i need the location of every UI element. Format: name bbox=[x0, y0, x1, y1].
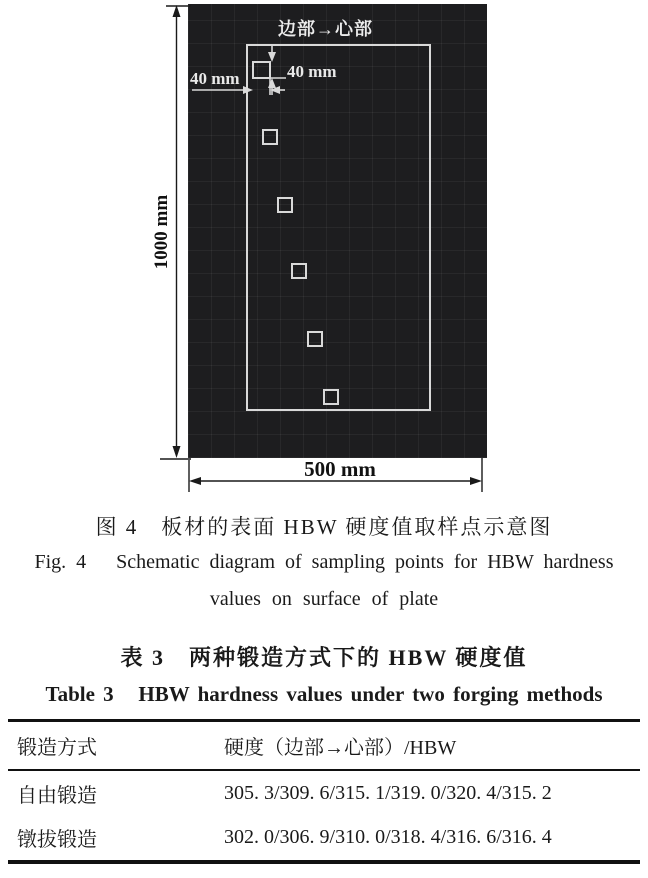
square-dimension-arrows bbox=[243, 52, 280, 94]
sampling-point-4 bbox=[292, 264, 306, 278]
sampling-point-3 bbox=[278, 198, 292, 212]
sampling-point-1 bbox=[253, 62, 270, 78]
sampling-point-6 bbox=[324, 390, 338, 404]
hardness-table bbox=[8, 719, 640, 864]
dim-40mm-vertical-label: 40 mm bbox=[287, 62, 337, 81]
method-cell: 自由锻造 bbox=[17, 784, 97, 807]
sampling-point-5 bbox=[308, 332, 322, 346]
edge-to-center-label: 边部→心部 bbox=[278, 19, 373, 39]
column-header-hardness: 硬度（边部→心部）/HBW bbox=[224, 736, 457, 759]
table-title-zh: 表 3 两种锻造方式下的 HBW 硬度值 bbox=[120, 645, 528, 670]
dim-500mm-label: 500 mm bbox=[304, 457, 376, 481]
column-header-forging-method: 锻造方式 bbox=[17, 736, 97, 759]
dim-1000mm-label: 1000 mm bbox=[151, 194, 172, 270]
table-title-en: Table 3 HBW hardness values under two forging methods bbox=[45, 682, 603, 706]
figure-caption-en-line1: Fig. 4 Schematic diagram of sampling points for HBW hardness bbox=[34, 551, 614, 573]
dim-40mm-horizontal-label: 40 mm bbox=[190, 69, 240, 88]
table-row bbox=[8, 770, 640, 816]
table-row bbox=[8, 816, 640, 862]
table-header-row bbox=[8, 721, 640, 770]
figure-caption-zh: 图 4 板材的表面 HBW 硬度值取样点示意图 bbox=[95, 515, 553, 539]
values-cell: 302. 0/306. 9/310. 0/318. 4/316. 6/316. 4 bbox=[224, 826, 552, 848]
sampling-point-2 bbox=[263, 130, 277, 144]
plate-outline bbox=[247, 45, 430, 410]
method-cell: 镦拔锻造 bbox=[17, 829, 97, 851]
figure-caption-en-line2: values on surface of plate bbox=[209, 588, 439, 610]
values-cell: 305. 3/309. 6/315. 1/319. 0/320. 4/315. 2 bbox=[224, 781, 552, 804]
